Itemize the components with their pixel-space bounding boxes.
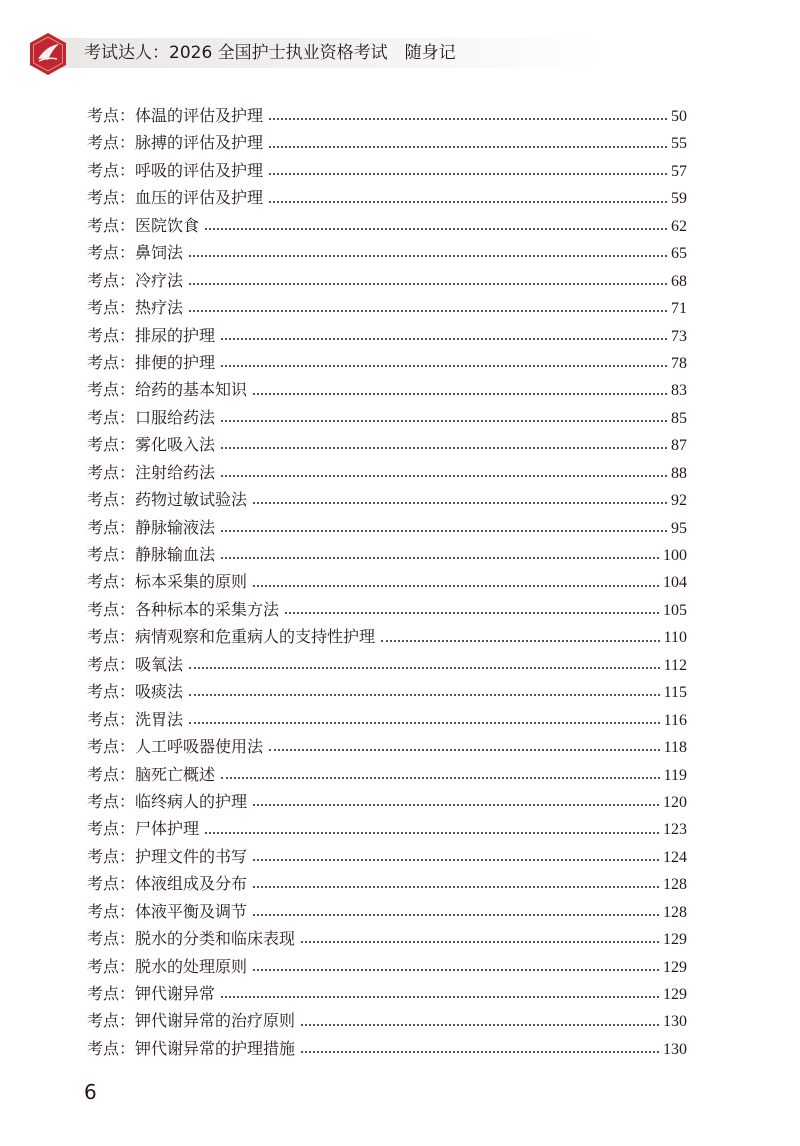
- toc-entry-title: 考点：给药的基本知识: [87, 380, 248, 400]
- toc-entry[interactable]: [87, 761, 687, 788]
- toc-entry-page: 85: [671, 409, 687, 427]
- toc-entry[interactable]: [87, 925, 687, 952]
- toc-entry[interactable]: [87, 486, 687, 513]
- toc-entry[interactable]: [87, 1007, 687, 1034]
- toc-entry[interactable]: [87, 459, 687, 486]
- toc-entry-title: 考点：体液组成及分布: [87, 874, 248, 894]
- dot-leader: [221, 474, 667, 477]
- dot-leader: [253, 501, 667, 504]
- toc-entry-page: 87: [671, 437, 687, 455]
- dot-leader: [253, 392, 667, 395]
- dot-leader: [301, 1050, 659, 1053]
- toc-entry-title: 考点：脉搏的评估及护理: [87, 133, 264, 153]
- toc-entry[interactable]: [87, 678, 687, 705]
- toc-entry[interactable]: [87, 1035, 687, 1062]
- toc-entry-title: 考点：脑死亡概述: [87, 764, 216, 784]
- dot-leader: [221, 364, 667, 367]
- toc-entry[interactable]: [87, 651, 687, 678]
- toc-entry-page: 92: [671, 492, 687, 510]
- toc-entry-page: 119: [663, 766, 687, 784]
- toc-entry[interactable]: [87, 376, 687, 403]
- toc-entry-title: 考点：体温的评估及护理: [87, 106, 264, 125]
- toc-entry[interactable]: [87, 788, 687, 815]
- toc-entry-title: 考点：病情观察和危重病人的支持性护理: [87, 627, 376, 647]
- toc-entry-title: 考点：排尿的护理: [87, 325, 216, 345]
- toc-entry-title: 考点：注射给药法: [87, 462, 216, 482]
- toc-entry[interactable]: [87, 898, 687, 925]
- toc-entry[interactable]: [87, 267, 687, 294]
- toc-entry[interactable]: [87, 431, 687, 458]
- dot-leader: [381, 639, 660, 642]
- dot-leader: [189, 693, 660, 696]
- toc-entry-title: 考点：血压的评估及护理: [87, 188, 264, 208]
- dot-leader: [189, 254, 667, 257]
- toc-entry-page: 68: [671, 272, 687, 290]
- dot-leader: [253, 885, 659, 888]
- dot-leader: [221, 337, 667, 340]
- toc-entry-title: 考点：临终病人的护理: [87, 791, 248, 811]
- toc-entry-title: 考点：标本采集的原则: [87, 572, 248, 592]
- dot-leader: [205, 227, 667, 230]
- dot-leader: [189, 666, 660, 669]
- toc-entry-page: 59: [671, 190, 687, 208]
- toc-entry-page: 65: [671, 245, 687, 263]
- toc-entry-page: 95: [671, 519, 687, 537]
- toc-entry[interactable]: [87, 980, 687, 1007]
- toc-entry-page: 110: [663, 629, 687, 647]
- toc-entry-title: 考点：尸体护理: [87, 819, 200, 839]
- toc-entry-page: 116: [663, 711, 687, 729]
- toc-entry-page: 124: [663, 848, 687, 866]
- toc-entry-title: 考点：吸痰法: [87, 682, 184, 702]
- table-of-contents: [87, 102, 687, 1062]
- dot-leader: [221, 419, 667, 422]
- toc-entry[interactable]: [87, 349, 687, 376]
- toc-entry[interactable]: [87, 212, 687, 239]
- toc-entry[interactable]: [87, 322, 687, 349]
- toc-entry-page: 129: [663, 931, 687, 949]
- toc-entry-title: 考点：医院饮食: [87, 215, 200, 235]
- toc-entry-title: 考点：人工呼吸器使用法: [87, 737, 264, 757]
- toc-entry[interactable]: [87, 733, 687, 760]
- toc-entry-page: 104: [663, 574, 687, 592]
- toc-entry-title: 考点：脱水的分类和临床表现: [87, 929, 296, 949]
- toc-entry-title: 考点：口服给药法: [87, 407, 216, 427]
- dot-leader: [189, 721, 660, 724]
- toc-entry-title: 考点：各种标本的采集方法: [87, 599, 280, 619]
- toc-entry-page: 83: [671, 382, 687, 400]
- toc-entry[interactable]: [87, 102, 687, 129]
- toc-entry-title: 考点：体液平衡及调节: [87, 901, 248, 921]
- page-number: 6: [84, 1080, 97, 1104]
- dot-leader: [269, 200, 667, 203]
- toc-entry-page: 50: [671, 108, 687, 125]
- toc-entry-title: 考点：排便的护理: [87, 352, 216, 372]
- toc-entry-title: 考点：脱水的处理原则: [87, 956, 248, 976]
- toc-entry[interactable]: [87, 953, 687, 980]
- toc-entry-page: 128: [663, 876, 687, 894]
- toc-entry[interactable]: [87, 541, 687, 568]
- dot-leader: [221, 776, 660, 779]
- dot-leader: [301, 940, 659, 943]
- dot-leader: [269, 748, 660, 751]
- dot-leader: [269, 172, 667, 175]
- toc-entry[interactable]: [87, 514, 687, 541]
- toc-entry-page: 112: [663, 656, 687, 674]
- dot-leader: [301, 1023, 659, 1026]
- toc-entry-page: 78: [671, 354, 687, 372]
- toc-entry[interactable]: [87, 239, 687, 266]
- brand-logo-icon: [26, 32, 70, 76]
- toc-entry[interactable]: [87, 404, 687, 431]
- toc-entry-page: 129: [663, 986, 687, 1003]
- page-header: [0, 30, 800, 74]
- toc-entry-title: 考点：吸氧法: [87, 654, 184, 674]
- dot-leader: [269, 145, 667, 148]
- dot-leader: [221, 995, 659, 998]
- toc-entry-page: 118: [663, 739, 687, 757]
- toc-entry-title: 考点：静脉输液法: [87, 517, 216, 537]
- toc-entry-page: 71: [671, 300, 687, 318]
- toc-entry-title: 考点：冷疗法: [87, 270, 184, 290]
- toc-entry-title: 考点：钾代谢异常: [87, 984, 216, 1003]
- toc-entry[interactable]: [87, 843, 687, 870]
- dot-leader: [221, 446, 667, 449]
- toc-entry-title: 考点：鼻饲法: [87, 243, 184, 263]
- toc-entry-page: 120: [663, 793, 687, 811]
- toc-entry-page: 100: [663, 547, 687, 564]
- toc-entry[interactable]: [87, 623, 687, 650]
- toc-entry[interactable]: [87, 870, 687, 897]
- dot-leader: [221, 556, 659, 559]
- toc-entry-page: 57: [671, 162, 687, 180]
- toc-entry-title: 考点：钾代谢异常的治疗原则: [87, 1011, 296, 1031]
- toc-entry-title: 考点：护理文件的书写: [87, 846, 248, 866]
- toc-entry-page: 62: [671, 217, 687, 235]
- toc-entry-page: 105: [663, 601, 687, 619]
- toc-entry-page: 55: [671, 135, 687, 153]
- dot-leader: [205, 831, 659, 834]
- dot-leader: [253, 913, 659, 916]
- toc-entry-page: 130: [663, 1040, 687, 1058]
- header-title: 考试达人：2026 全国护士执业资格考试 随身记: [84, 43, 456, 63]
- toc-entry-page: 73: [671, 327, 687, 345]
- toc-entry-page: 129: [663, 958, 687, 976]
- toc-entry[interactable]: [87, 184, 687, 211]
- dot-leader: [269, 117, 667, 120]
- dot-leader: [253, 584, 659, 587]
- toc-entry-title: 考点：药物过敏试验法: [87, 490, 248, 510]
- toc-entry-page: 130: [663, 1013, 687, 1031]
- dot-leader: [253, 803, 659, 806]
- toc-entry-page: 88: [671, 464, 687, 482]
- dot-leader: [253, 858, 659, 861]
- toc-entry-title: 考点：热疗法: [87, 298, 184, 318]
- toc-entry[interactable]: [87, 157, 687, 184]
- toc-entry-page: 123: [663, 821, 687, 839]
- toc-entry[interactable]: [87, 294, 687, 321]
- toc-entry[interactable]: [87, 568, 687, 595]
- dot-leader: [189, 309, 667, 312]
- dot-leader: [285, 611, 659, 614]
- toc-entry-title: 考点：钾代谢异常的护理措施: [87, 1038, 296, 1058]
- toc-entry-title: 考点：呼吸的评估及护理: [87, 160, 264, 180]
- dot-leader: [221, 529, 667, 532]
- toc-entry[interactable]: [87, 706, 687, 733]
- dot-leader: [253, 968, 659, 971]
- toc-entry[interactable]: [87, 596, 687, 623]
- toc-entry-title: 考点：雾化吸入法: [87, 435, 216, 455]
- dot-leader: [189, 282, 667, 285]
- toc-entry-page: 115: [663, 684, 687, 702]
- toc-entry-title: 考点：洗胃法: [87, 709, 184, 729]
- toc-entry[interactable]: [87, 815, 687, 842]
- toc-entry-page: 128: [663, 903, 687, 921]
- toc-entry[interactable]: [87, 129, 687, 156]
- toc-entry-title: 考点：静脉输血法: [87, 545, 216, 564]
